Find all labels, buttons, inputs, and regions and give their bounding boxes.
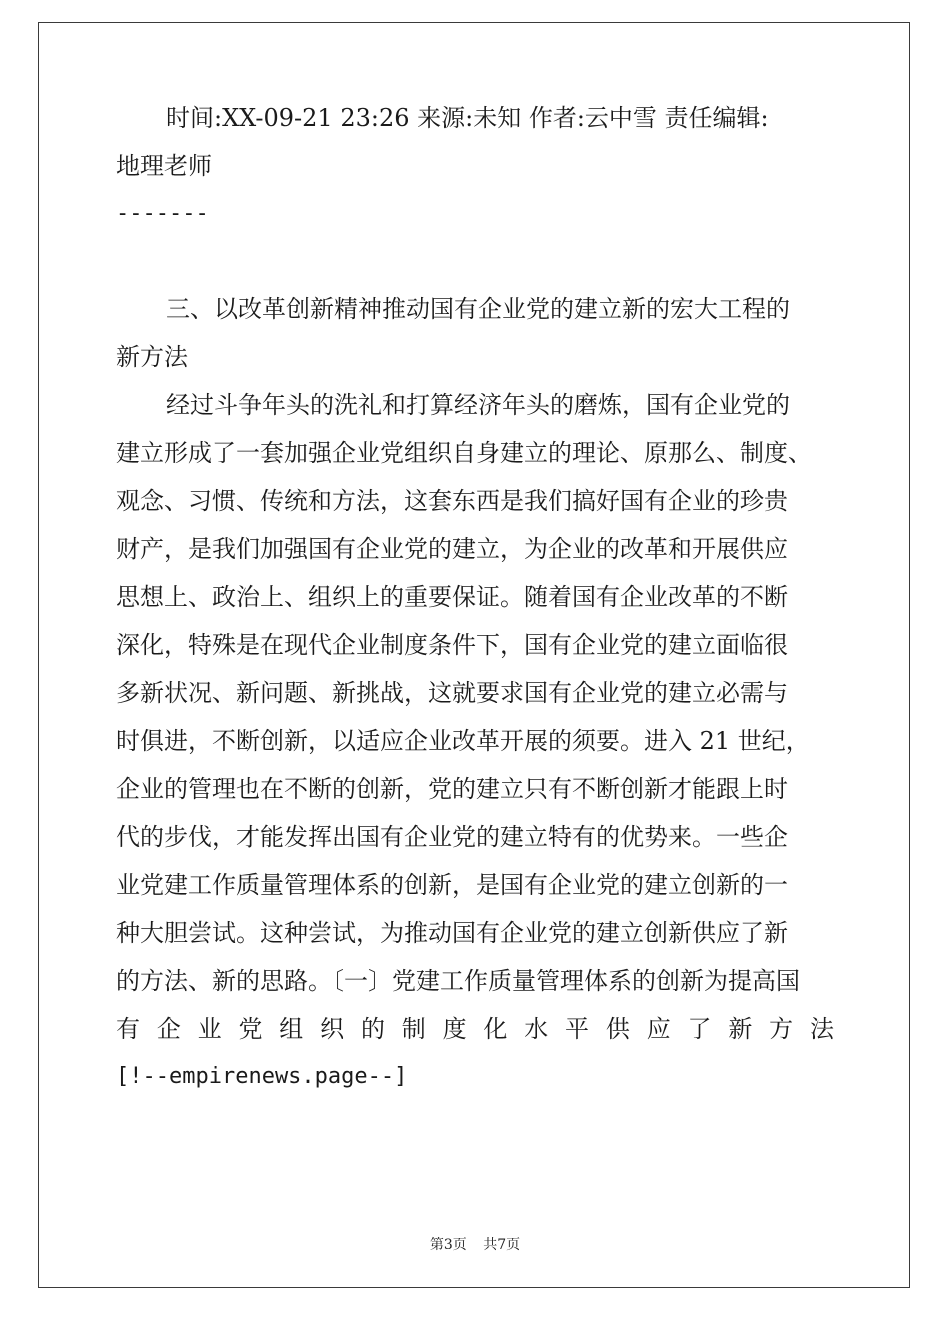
paragraph-line: 观念、习惯、传统和方法，这套东西是我们搞好国有企业的珍贵 (116, 487, 788, 515)
paragraph-line: 建立形成了一套加强企业党组织自身建立的理论、原那么、制度、 (116, 439, 812, 467)
document-body (116, 94, 834, 1101)
page-break-marker: [!--empirenews.page--] (116, 1064, 408, 1089)
separator-line: ------- (116, 201, 209, 226)
paragraph-line: 种大胆尝试。这种尝试，为推动国有企业党的建立创新供应了新 (116, 919, 788, 947)
paragraph-line: 的方法、新的思路。〔一〕党建工作质量管理体系的创新为提高国 (116, 967, 800, 995)
paragraph-line: 有企业党组织的制度化水平供应了新方法 (116, 1015, 834, 1043)
page-footer (0, 1234, 950, 1254)
section-heading-continued: 新方法 (116, 343, 188, 371)
paragraph-line: 思想上、政治上、组织上的重要保证。随着国有企业改革的不断 (116, 583, 788, 611)
meta-line: 时间:XX-09-21 23:26 来源:未知 作者:云中雪 责任编辑: (166, 104, 769, 132)
paragraph-line: 财产，是我们加强国有企业党的建立，为企业的改革和开展供应 (116, 535, 788, 563)
total-page-count: 共7页 (483, 1237, 521, 1253)
section-heading: 三、以改革创新精神推动国有企业党的建立新的宏大工程的 (166, 295, 790, 323)
paragraph-line: 业党建工作质量管理体系的创新，是国有企业党的建立创新的一 (116, 871, 788, 899)
paragraph-line: 代的步伐，才能发挥出国有企业党的建立特有的优势来。一些企 (116, 823, 788, 851)
paragraph-line: 多新状况、新问题、新挑战，这就要求国有企业党的建立必需与 (116, 679, 788, 707)
paragraph-line: 企业的管理也在不断的创新，党的建立只有不断创新才能跟上时 (116, 775, 788, 803)
blank-gap (116, 238, 834, 285)
meta-line-continued: 地理老师 (116, 152, 212, 180)
paragraph-line: 经过斗争年头的洗礼和打算经济年头的磨炼，国有企业党的 (166, 391, 790, 419)
paragraph-line: 时俱进，不断创新，以适应企业改革开展的须要。进入 21 世纪， (116, 727, 810, 755)
body-paragraph (116, 381, 834, 1053)
current-page-number: 第3页 (429, 1237, 467, 1253)
paragraph-line: 深化，特殊是在现代企业制度条件下，国有企业党的建立面临很 (116, 631, 788, 659)
